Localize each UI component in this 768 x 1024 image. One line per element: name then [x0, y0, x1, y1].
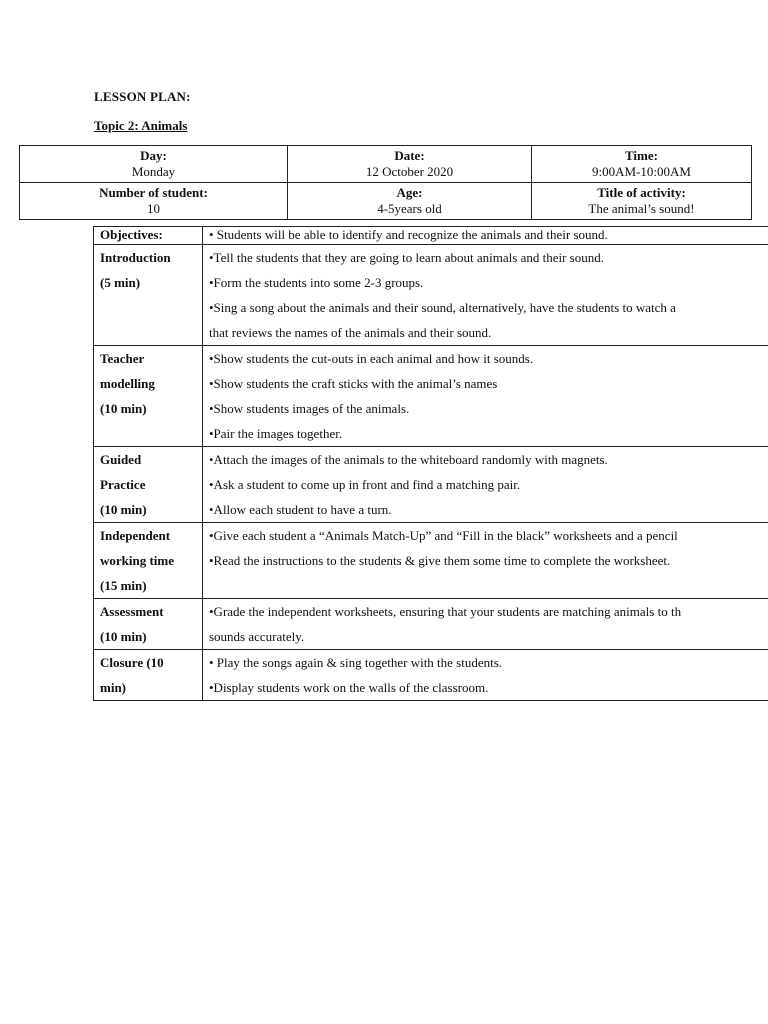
info-cell-time	[532, 146, 752, 183]
activity-line: sounds accurately.	[209, 629, 305, 644]
page-title: LESSON PLAN:	[94, 89, 191, 104]
activity-line: •Show students the cut-outs in each animal and how it sounds.	[209, 351, 534, 366]
activity-line: • Play the songs again & sing together with the students.	[209, 655, 503, 670]
activity-line: •Allow each student to have a turn.	[209, 502, 392, 517]
age-label: Age:	[396, 185, 423, 200]
activity-line: •Sing a song about the animals and their sound, alternatively, have the students to watch a	[209, 300, 676, 315]
stage-label: Closure (10	[100, 655, 164, 670]
stage-label: Guided	[100, 452, 142, 467]
activity-line: •Ask a student to come up in front and find a matching pair.	[209, 477, 521, 492]
info-cell-date	[288, 146, 532, 183]
lesson-info-table	[19, 145, 752, 220]
activity-line: •Grade the independent worksheets, ensuring that your students are matching animals to th	[209, 604, 682, 619]
time-value: 9:00AM-10:00AM	[592, 164, 691, 179]
stage-cell	[94, 650, 203, 701]
plan-row-guided-practice	[94, 447, 768, 523]
activities-cell	[203, 523, 768, 599]
topic-heading: Topic 2: Animals	[94, 118, 188, 133]
plan-row-introduction	[94, 245, 768, 346]
stage-cell	[94, 227, 203, 245]
plan-row-teacher-modelling	[94, 346, 768, 447]
activities-cell	[203, 447, 768, 523]
activity-line: •Display students work on the walls of the classroom.	[209, 680, 489, 695]
activity-line: •Attach the images of the animals to the whiteboard randomly with magnets.	[209, 452, 608, 467]
lesson-plan-table	[93, 226, 768, 701]
activity-line: •Form the students into some 2-3 groups.	[209, 275, 424, 290]
stage-duration: (10 min)	[100, 629, 147, 644]
stage-cell	[94, 447, 203, 523]
activities-cell	[203, 245, 768, 346]
activity-line: •Show students the craft sticks with the animal’s names	[209, 376, 498, 391]
stage-duration: (10 min)	[100, 401, 147, 416]
age-value: 4-5years old	[377, 201, 442, 216]
stage-label: modelling	[100, 376, 155, 391]
info-cell-day	[20, 146, 288, 183]
plan-row-objectives	[94, 227, 768, 245]
activity-label: Title of activity:	[597, 185, 686, 200]
time-label: Time:	[625, 148, 658, 163]
activities-cell	[203, 599, 768, 650]
activity-line: •Give each student a “Animals Match-Up” and “Fill in the black” worksheets and a pencil	[209, 528, 678, 543]
lesson-plan-container	[93, 226, 768, 701]
day-value: Monday	[131, 164, 176, 179]
stage-cell	[94, 599, 203, 650]
stage-label: Assessment	[100, 604, 164, 619]
stage-duration: min)	[100, 680, 126, 695]
stage-label: Practice	[100, 477, 146, 492]
activity-line: • Students will be able to identify and recognize the animals and their sound.	[209, 227, 608, 242]
date-label: Date:	[394, 148, 425, 163]
stage-duration: (10 min)	[100, 502, 147, 517]
stage-duration: (15 min)	[100, 578, 147, 593]
plan-row-closure	[94, 650, 768, 701]
stage-cell	[94, 346, 203, 447]
info-row	[20, 183, 752, 220]
stage-label: Independent	[100, 528, 171, 543]
stage-label: working time	[100, 553, 175, 568]
plan-row-independent-working	[94, 523, 768, 599]
day-label: Day:	[140, 148, 167, 163]
activity-line: •Show students images of the animals.	[209, 401, 410, 416]
plan-row-assessment	[94, 599, 768, 650]
activities-cell	[203, 650, 768, 701]
activities-cell	[203, 227, 768, 245]
info-cell-age	[288, 183, 532, 220]
stage-label: Teacher	[100, 351, 145, 366]
activity-line: •Read the instructions to the students & give them some time to complete the worksheet.	[209, 553, 671, 568]
students-label: Number of student:	[99, 185, 208, 200]
stage-label: Objectives:	[100, 227, 163, 242]
stage-duration: (5 min)	[100, 275, 141, 290]
stage-cell	[94, 245, 203, 346]
stage-label: Introduction	[100, 250, 171, 265]
activities-cell	[203, 346, 768, 447]
date-value: 12 October 2020	[365, 164, 454, 179]
stage-cell	[94, 523, 203, 599]
activity-line: •Pair the images together.	[209, 426, 343, 441]
students-value: 10	[147, 201, 160, 216]
info-row	[20, 146, 752, 183]
activity-line: •Tell the students that they are going to learn about animals and their sound.	[209, 250, 604, 265]
activity-value: The animal’s sound!	[588, 201, 695, 216]
info-cell-activity	[532, 183, 752, 220]
activity-line: that reviews the names of the animals and their sound.	[209, 325, 492, 340]
info-cell-students	[20, 183, 288, 220]
